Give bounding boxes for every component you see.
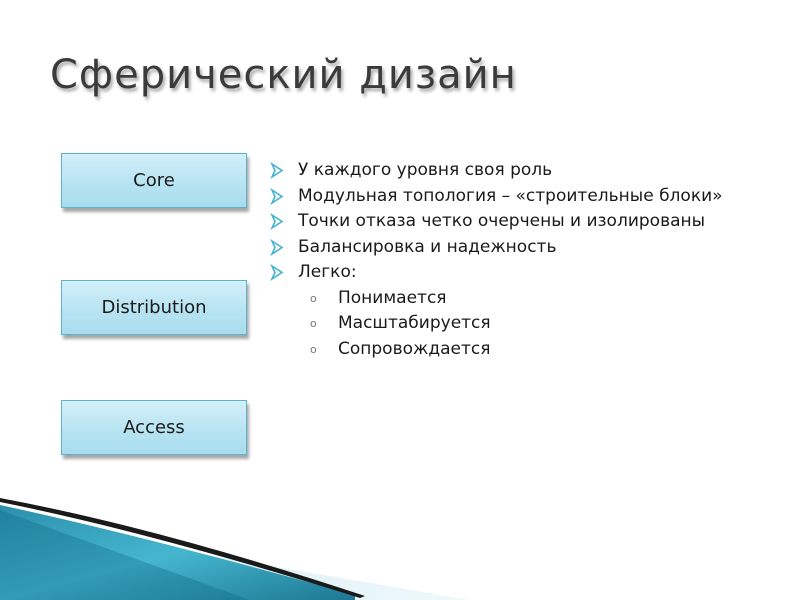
bullet-item (268, 235, 800, 261)
sub-bullet-text: Сопровождается (338, 338, 491, 359)
arrow-bullet-icon (270, 158, 284, 183)
circle-bullet-icon: o (310, 291, 317, 305)
bullet-item (268, 209, 800, 235)
access-layer-box (61, 400, 247, 455)
bullet-list (268, 158, 800, 362)
bullet-text: Балансировка и надежность (298, 236, 557, 257)
arrow-bullet-icon (270, 235, 284, 260)
core-layer-box (61, 153, 247, 208)
arrow-bullet-icon (270, 209, 284, 234)
circle-bullet-icon: o (310, 342, 317, 356)
bullet-item (268, 158, 800, 184)
distribution-layer-label: Distribution (101, 297, 207, 318)
bullet-item (268, 184, 800, 210)
distribution-layer-box (61, 280, 247, 335)
sub-bullet-text: Масштабируется (338, 313, 491, 333)
decorative-swoosh (0, 480, 800, 600)
core-layer-label: Core (133, 170, 175, 191)
slide-title: Сферический дизайн (50, 52, 517, 98)
sub-bullet-text: Понимается (338, 287, 447, 308)
bullet-text: У каждого уровня своя роль (298, 160, 553, 180)
access-layer-label: Access (123, 417, 185, 438)
sub-bullet-item (268, 337, 800, 363)
bullet-item (268, 260, 800, 286)
arrow-bullet-icon (270, 260, 284, 285)
circle-bullet-icon: o (310, 317, 317, 330)
sub-bullet-item (268, 286, 800, 312)
arrow-bullet-icon (270, 184, 284, 209)
bullet-text: Модульная топология – «строительные блоки» (298, 185, 723, 206)
bullet-text: Точки отказа четко очерчены и изолированы (298, 211, 706, 231)
bullet-text: Легко: (298, 262, 357, 282)
sub-bullet-item (268, 311, 800, 337)
